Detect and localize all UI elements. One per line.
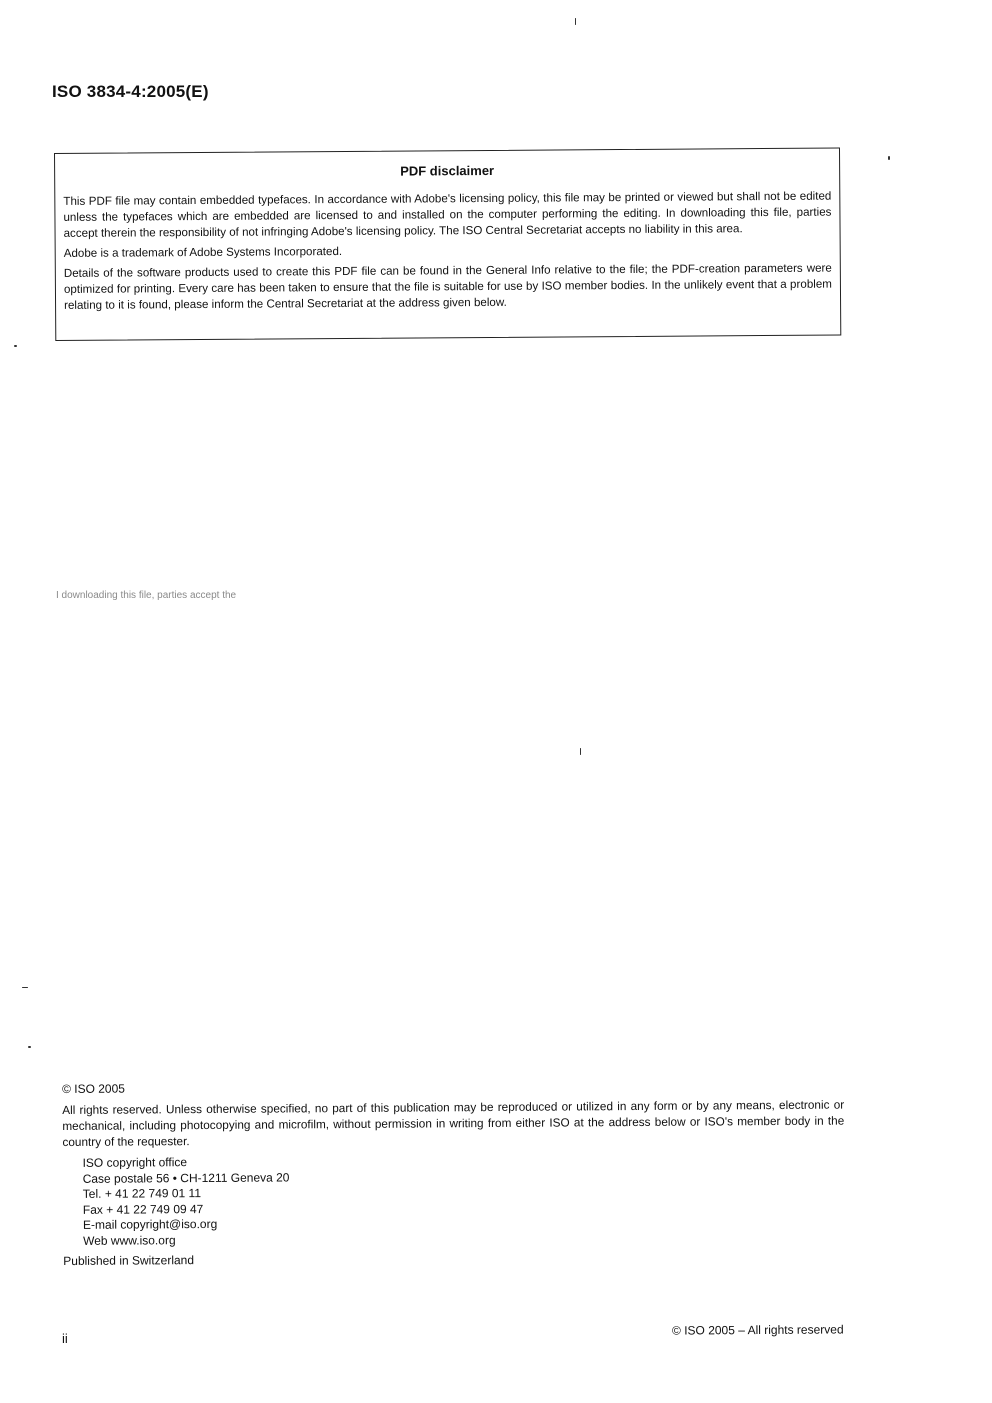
copyright-office-address: [83, 1151, 846, 1249]
scan-speck: [575, 18, 576, 25]
office-fax: Fax + 41 22 749 09 47: [82, 1201, 204, 1217]
office-name: ISO copyright office: [82, 1155, 188, 1170]
office-postal: Case postale 56 • CH-1211 Geneva 20: [82, 1169, 290, 1186]
disclaimer-title: PDF disclaimer: [400, 162, 495, 179]
scan-speck: [888, 156, 890, 160]
disclaimer-paragraph-typefaces: This PDF file may contain embedded typefaces. In accordance with Adobe's licensing policy, this file may be printed or viewed but shall not be edited unless the typefaces which are embedded are licensed to and installed on the computer performing the editing. In downloading this file, parties accept therein the responsibility of not infringing Adobe's licensing policy. The ISO Central Secretariat accepts no liability in this area.: [63, 189, 832, 240]
office-email: E-mail copyright@iso.org: [82, 1216, 218, 1232]
pdf-disclaimer-box: [54, 148, 841, 341]
copyright-line: © ISO 2005: [62, 1081, 125, 1096]
faint-bleed-through-text: I downloading this file, parties accept the: [56, 590, 237, 601]
page-number: ii: [62, 1331, 68, 1346]
published-in: Published in Switzerland: [63, 1253, 195, 1268]
scan-speck: [14, 345, 17, 347]
disclaimer-paragraph-trademark: Adobe is a trademark of Adobe Systems Incorporated.: [63, 244, 343, 260]
scan-speck: [28, 1046, 31, 1048]
rights-reserved-text: All rights reserved. Unless otherwise specified, no part of this publication may be reproduced or utilized in any form or by any means, electronic or mechanical, including photocopying and microfilm, without permission in writing from either ISO at the address below or ISO's member body in the country of the requester.: [62, 1097, 845, 1149]
footer-copyright: © ISO 2005 – All rights reserved: [672, 1322, 845, 1338]
office-web: Web www.iso.org: [83, 1232, 176, 1248]
office-tel: Tel. + 41 22 749 01 11: [82, 1186, 202, 1201]
disclaimer-paragraph-software: Details of the software products used to create this PDF file can be found in the General Info relative to the file; the PDF-creation parameters were optimized for printing. Every care has been taken to ensure that the file is suitable for use by ISO member bodies. In the unlikely event that a problem relating to it is found, please inform the Central Secretariat at the address given below.: [63, 261, 832, 312]
document-id: ISO 3834-4:2005(E): [52, 82, 209, 101]
scan-speck: [22, 987, 28, 988]
scan-speck: [580, 748, 581, 755]
copyright-notice: [62, 1077, 845, 1268]
